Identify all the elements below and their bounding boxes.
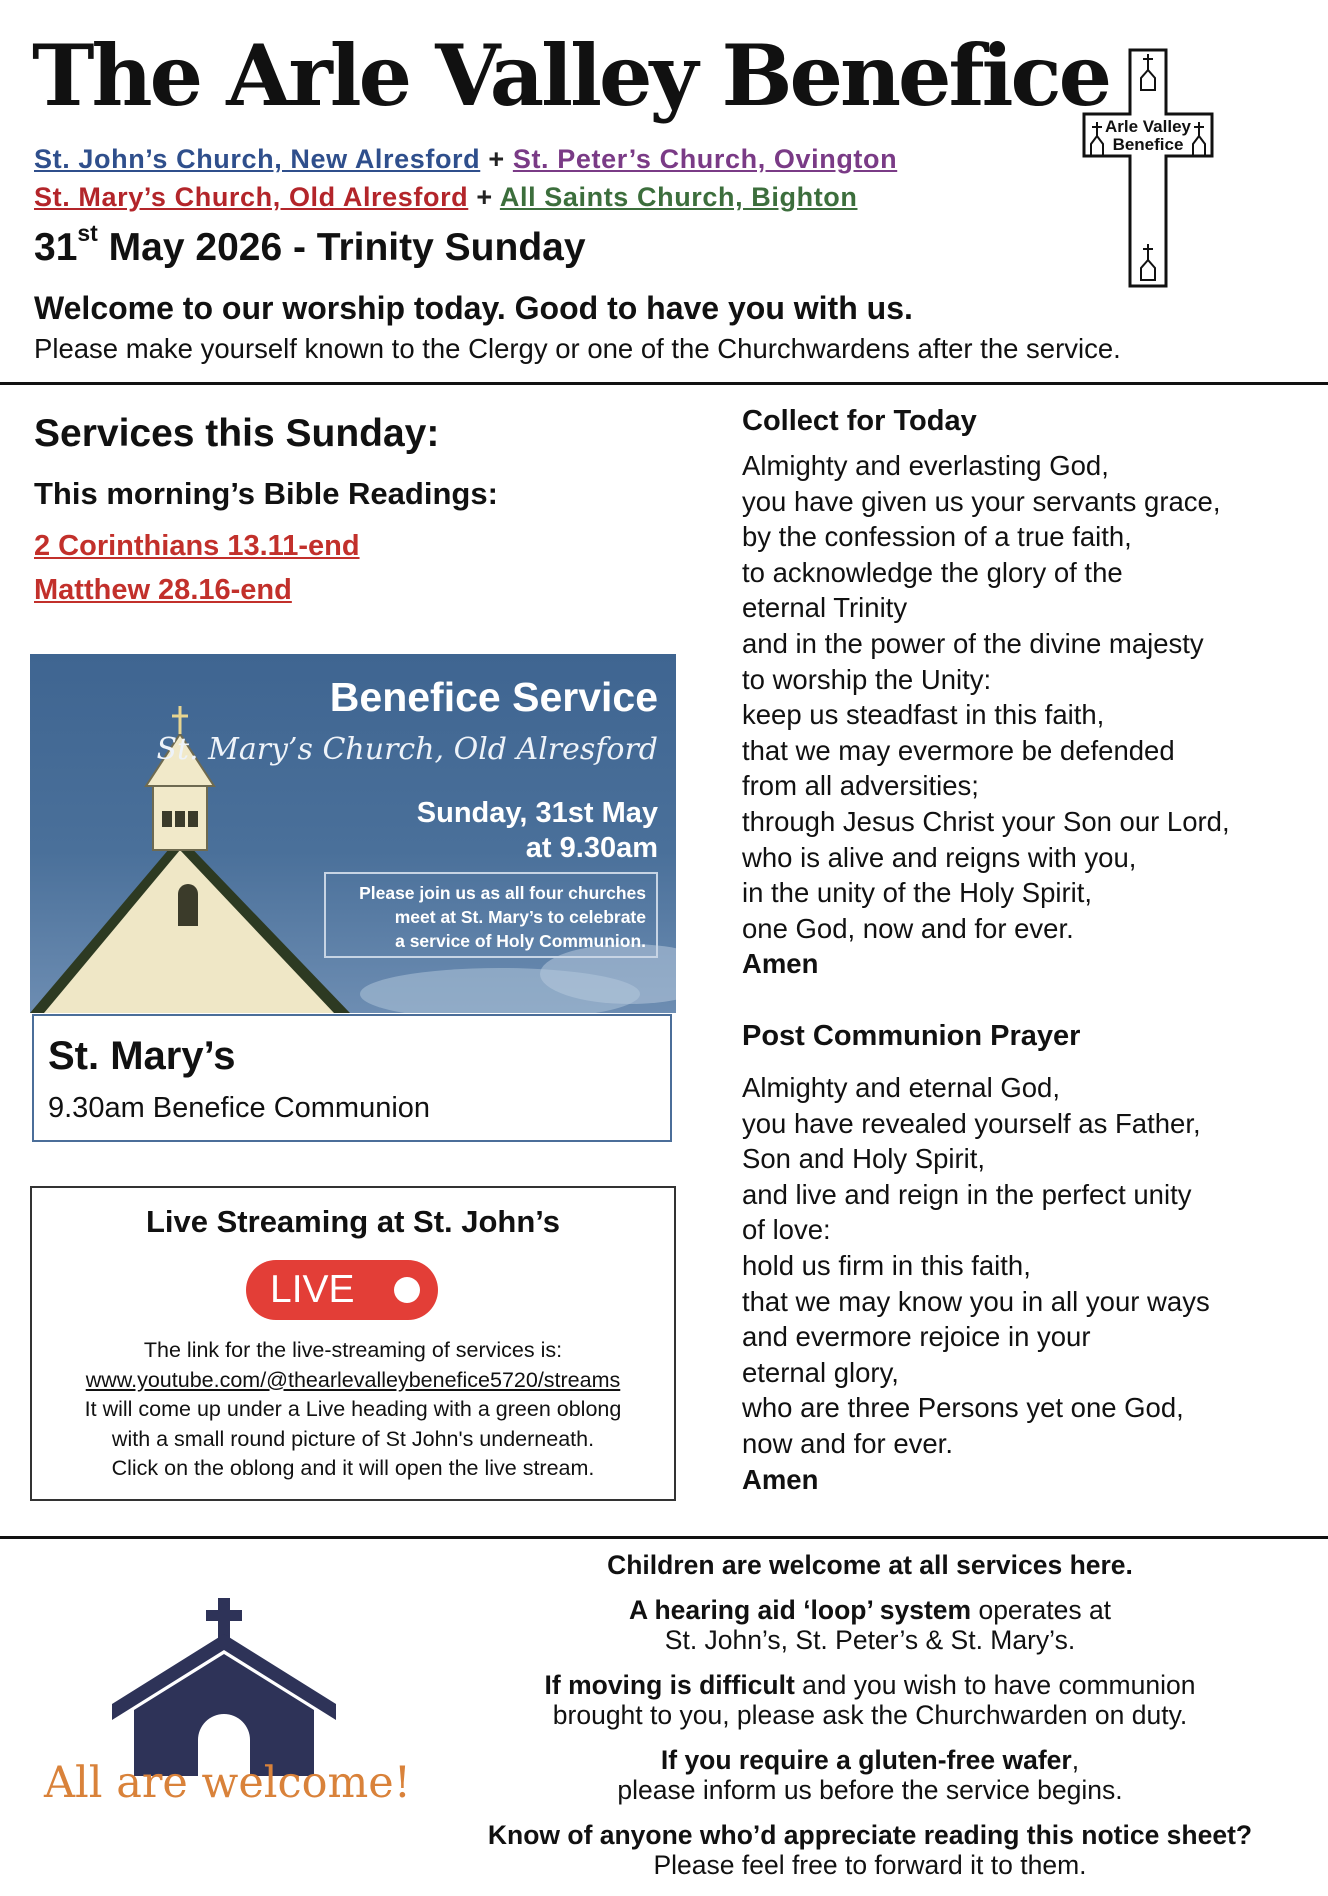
welcome-heading: Welcome to our worship today. Good to have you with us.: [34, 290, 913, 326]
collect-heading: Collect for Today: [742, 405, 977, 437]
services-heading: Services this Sunday:: [34, 412, 440, 455]
post-communion-amen: Amen: [742, 1463, 819, 1495]
reading-link-2[interactable]: Matthew 28.16-end: [34, 574, 292, 606]
logo-text-line2: Benefice: [1112, 135, 1184, 154]
youtube-stream-link[interactable]: www.youtube.com/@thearlevalleybenefice5720/streams: [85, 1367, 621, 1392]
prayer-line: through Jesus Christ your Son our Lord,: [742, 805, 1230, 837]
prayer-line: eternal Trinity: [742, 592, 908, 624]
prayer-line: Almighty and eternal God,: [742, 1072, 1060, 1103]
collect-amen: Amen: [742, 948, 819, 980]
prayer-line: and in the power of the divine majesty: [742, 627, 1204, 659]
welcome-subtext: Please make yourself known to the Clergy or one of the Churchwardens after the service.: [34, 333, 1121, 364]
church-link-st-marys[interactable]: St. Mary’s Church, Old Alresford: [34, 182, 469, 212]
prayer-line: by the confession of a true faith,: [742, 521, 1132, 553]
post-communion-text: [742, 1070, 1210, 1497]
live-streaming-box: [30, 1186, 676, 1501]
church-house-icon: [112, 1598, 338, 1776]
prayer-line: to worship the Unity:: [742, 663, 992, 695]
collect-text: [742, 448, 1230, 982]
prayer-line: and evermore rejoice in your: [742, 1321, 1091, 1353]
prayer-line: who are three Persons yet one God,: [742, 1392, 1184, 1424]
gluten-notice: If you require a gluten-free wafer, please inform us before the service begins.: [617, 1745, 1123, 1805]
children-notice: Children are welcome at all services here.: [607, 1550, 1133, 1580]
divider: [0, 382, 1328, 385]
church-line-1: [34, 144, 897, 175]
prayer-line: that we may evermore be defended: [742, 734, 1175, 766]
prayer-line: Almighty and everlasting God,: [742, 450, 1109, 481]
notices: [430, 1550, 1310, 1895]
divider: [0, 1536, 1328, 1539]
plus-separator: +: [476, 182, 493, 212]
prayer-line: keep us steadfast in this faith,: [742, 699, 1105, 731]
service-date: 31st May 2026 - Trinity Sunday: [34, 220, 586, 269]
banner-subtitle: St. Mary’s Church, Old Alresford: [156, 732, 658, 767]
prayer-line: that we may know you in all your ways: [742, 1285, 1210, 1317]
prayer-line: Son and Holy Spirit,: [742, 1143, 986, 1175]
service-box: [32, 1014, 672, 1142]
prayer-line: hold us firm in this faith,: [742, 1249, 1031, 1281]
church-link-all-saints[interactable]: All Saints Church, Bighton: [499, 182, 858, 212]
banner-date: Sunday, 31st May at 9.30am: [416, 797, 658, 864]
live-streaming-text: The link for the live-streaming of services is: www.youtube.com/@thearlevalleybenefice5720/streams It will come up under a Live heading with a green oblong with a small round picture of St John's underneath. Click on the oblong and it will open the live stream.: [84, 1338, 622, 1480]
plus-separator: +: [488, 144, 505, 174]
prayer-line: who is alive and reigns with you,: [742, 841, 1137, 873]
live-streaming-heading: Live Streaming at St. John’s: [145, 1204, 560, 1239]
all-are-welcome-text: All are welcome!: [44, 1758, 412, 1808]
prayer-line: of love:: [742, 1214, 831, 1246]
prayer-line: from all adversities;: [742, 770, 979, 802]
benefice-logo: [1082, 48, 1214, 288]
prayer-line: you have given us your servants grace,: [742, 485, 1221, 517]
prayer-line: eternal glory,: [742, 1356, 899, 1388]
record-dot-icon: [394, 1277, 420, 1303]
page-title: The Arle Valley Benefice: [32, 26, 1110, 125]
prayer-line: you have revealed yourself as Father,: [742, 1107, 1201, 1139]
logo-text-line1: Arle Valley: [1104, 117, 1192, 136]
prayer-line: and live and reign in the perfect unity: [742, 1178, 1192, 1210]
banner-title: Benefice Service: [329, 674, 658, 720]
service-church: St. Mary’s: [48, 1034, 236, 1078]
banner-info-box: Please join us as all four churches meet at St. Mary’s to celebrate a service of Holy Communion.: [324, 872, 658, 958]
prayer-line: one God, now and for ever.: [742, 912, 1074, 944]
church-link-st-johns[interactable]: St. John’s Church, New Alresford: [34, 144, 481, 174]
post-communion-heading: Post Communion Prayer: [742, 1020, 1081, 1052]
prayer-line: to acknowledge the glory of the: [742, 556, 1123, 588]
readings-heading: This morning’s Bible Readings:: [34, 476, 498, 511]
church-line-2: [34, 182, 857, 213]
prayer-line: now and for ever.: [742, 1427, 953, 1459]
reading-link-1[interactable]: 2 Corinthians 13.11-end: [34, 530, 360, 562]
live-badge: LIVE: [246, 1260, 438, 1320]
service-time: 9.30am Benefice Communion: [48, 1092, 431, 1124]
moving-notice: If moving is difficult and you wish to have communion brought to you, please ask the Churchwarden on duty.: [544, 1670, 1196, 1730]
benefice-service-banner: [30, 654, 676, 1013]
prayer-line: in the unity of the Holy Spirit,: [742, 877, 1093, 909]
church-link-st-peters[interactable]: St. Peter’s Church, Ovington: [512, 144, 898, 174]
forward-notice: Know of anyone who’d appreciate reading this notice sheet? Please feel free to forward it to them.: [487, 1820, 1253, 1880]
loop-notice: A hearing aid ‘loop’ system operates at St. John’s, St. Peter’s & St. Mary’s.: [628, 1595, 1112, 1655]
